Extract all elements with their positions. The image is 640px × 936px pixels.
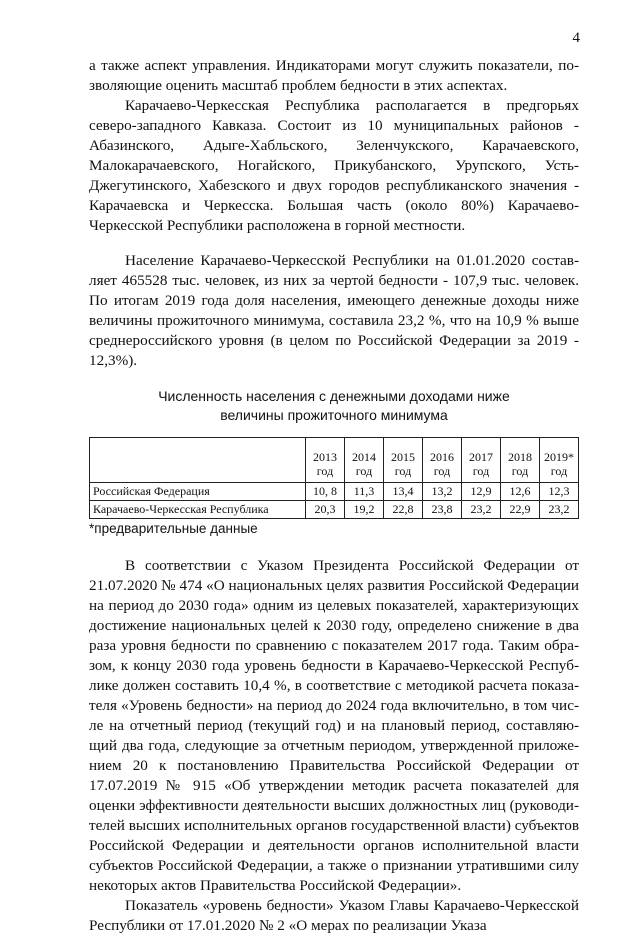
table-cell: 12,3 <box>540 483 579 501</box>
table-cell: 13,4 <box>384 483 423 501</box>
table-cell: 11,3 <box>345 483 384 501</box>
table-footnote: *предварительные данные <box>89 521 258 536</box>
table-cell: 20,3 <box>306 501 345 519</box>
header-year-2019: 2019* год <box>540 438 579 483</box>
table-cell: 10, 8 <box>306 483 345 501</box>
table-row-russia <box>90 483 579 501</box>
table-cell: 12,6 <box>501 483 540 501</box>
header-year-2017: 2017 год <box>462 438 501 483</box>
table-cell: 23,2 <box>462 501 501 519</box>
header-year-2016: 2016 год <box>423 438 462 483</box>
poverty-table <box>89 437 579 519</box>
table-cell: 23,8 <box>423 501 462 519</box>
row-label: Российская Федерация <box>90 483 306 501</box>
table-title-line-2: величины прожиточного минимума <box>220 407 448 423</box>
row-label: Карачаево-Черкесская Республика <box>90 501 306 519</box>
paragraph-population: Население Карачаево-Черкесской Республики на 01.01.2020 составляет 465528 тыс. человек, из них за чертой бедности - 107,9 тыс. человек. По итогам 2019 года доля населения, имеющего денежные доходы ниже величины прожиточного минимума, составила 23,2 %, что на 10,9 % выше среднероссийского уровня (в целом по Российской Федерации за 2019 - 12,3%). <box>89 252 579 369</box>
page-number: 4 <box>572 30 580 46</box>
header-year-2014: 2014 год <box>345 438 384 483</box>
table-header-row <box>90 438 579 483</box>
table-cell: 23,2 <box>540 501 579 519</box>
document-body <box>89 56 579 936</box>
header-empty-cell <box>90 438 306 483</box>
table-cell: 13,2 <box>423 483 462 501</box>
table-cell: 22,9 <box>501 501 540 519</box>
paragraph-intro: а также аспект управления. Индикаторами могут служить показатели, позволяющие оценить масштаб проблем бедности в этих аспектах. <box>89 57 579 94</box>
table-cell: 22,8 <box>384 501 423 519</box>
table-row-kchr <box>90 501 579 519</box>
table-title-line-1: Численность населения с денежными доходами ниже <box>158 388 510 404</box>
table-cell: 19,2 <box>345 501 384 519</box>
header-year-2013: 2013 год <box>306 438 345 483</box>
table-cell: 12,9 <box>462 483 501 501</box>
paragraph-decree: В соответствии с Указом Президента Российской Федерации от 21.07.2020 № 474 «О национальных целях развития Российской Федерации на период до 2030 года» одним из целевых показателей, характеризующих достижение национальных целей к 2030 году, определено снижение в два раза уровня бедности по сравнению с показателем 2017 года. Таким образом, к концу 2030 года уровень бедности в Карачаево-Черкесской Республике должен составить 10,4 %, в соответствие с методикой расчета показателя «Уровень бедности» на период до 2024 года включительно, в том числе на отчетный период (текущий год) и на плановый период, составляющий два года, следующие за отчетным периодом, утвержденной приложением 20 к постановлению Правительства Российской Федерации от 17.07.2019 № 915 «Об утверждении методик расчета показателей для оценки эффективности деятельности высших должностных лиц (руководителей высших исполнительных органов государственной власти) субъектов Российской Федерации и деятельности органов исполнительной власти субъектов Российской Федерации, а также о признании утратившими силу некоторых актов Правительства Российской Федерации». <box>89 557 579 894</box>
paragraph-geography: Карачаево-Черкесская Республика располагается в предгорьях северо-западного Кавказа. Состоит из 10 муниципальных районов - Абазинского, Адыге-Хабльского, Зеленчукского, Карачаевского, Малокарачаевского, Ногайского, Прикубанского, Урупского, Усть-Джегутинского, Хабезского и двух городов республиканского значения - Карачаевска и Черкесска. Большая часть (около 80%) Карачаево-Черкесской Республики расположена в горной местности. <box>89 97 579 234</box>
header-year-2018: 2018 год <box>501 438 540 483</box>
header-year-2015: 2015 год <box>384 438 423 483</box>
table-title <box>89 387 579 425</box>
paragraph-indicator: Показатель «уровень бедности» Указом Главы Карачаево-Черкесской Республики от 17.01.2020 № 2 «О мерах по реализации Указа <box>89 897 579 934</box>
